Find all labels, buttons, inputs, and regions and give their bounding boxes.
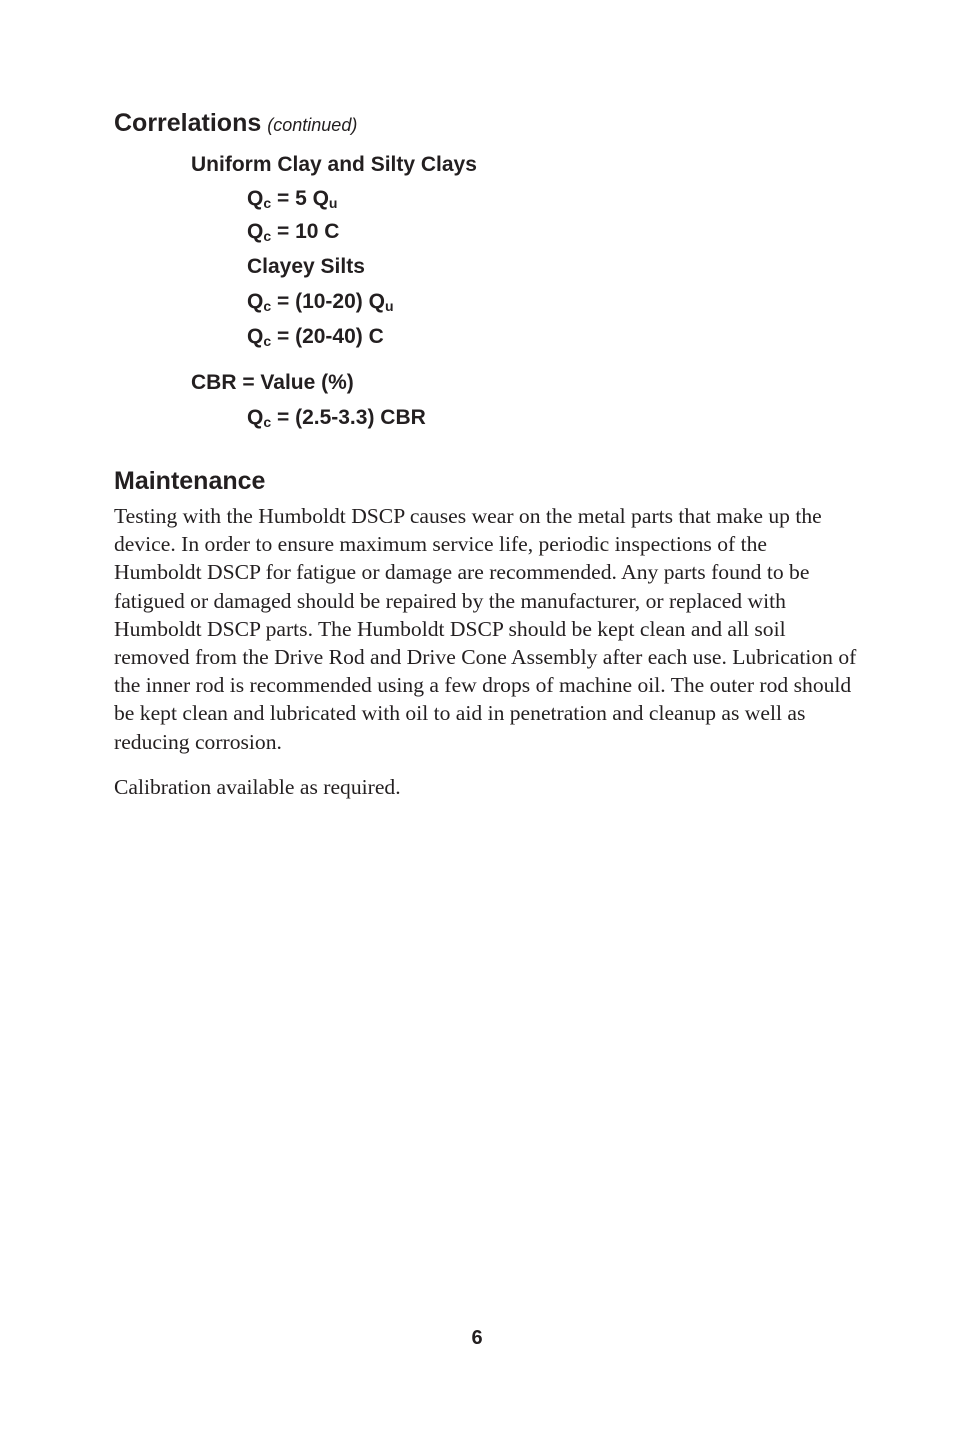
equation-qc-10c [247,219,339,245]
equation-lhs: Q [247,290,264,313]
equation-rhs: = (10-20) Q [271,290,385,313]
equation-rhs: = (20-40) C [271,325,384,348]
equation-lhs: Q [247,325,264,348]
equation-rhs: = 10 C [271,220,340,243]
uniform-clay-heading: Uniform Clay and Silty Clays [191,153,477,176]
clayey-silts-heading: Clayey Silts [247,255,365,278]
correlations-title: Correlations [114,109,262,137]
maintenance-paragraph: Testing with the Humboldt DSCP causes wear on the metal parts that make up the device. In order to ensure maximum service life, periodic inspections of the Humboldt DSCP for fatigue or damage are recommended. Any parts found to be fatigued or damaged should be repaired by the manufacturer, or replaced with Humboldt DSCP parts. The Humboldt DSCP should be kept clean and all soil removed from the Drive Rod and Drive Cone Assembly after each use. Lubrication of the inner rod is recommended using a few drops of machine oil. The outer rod should be kept clean and lubricated with oil to aid in penetration and cleanup as well as reducing corrosion. [114,504,857,754]
equation-lhs-subscript: c [263,228,272,244]
equation-lhs: Q [247,220,264,243]
equation-qc-20-40c [247,324,384,350]
equation-rhs: = (2.5-3.3) CBR [271,406,426,429]
cbr-heading: CBR = Value (%) [191,371,354,394]
page-number: 6 [471,1327,483,1349]
equation-rhs: = 5 Q [271,187,329,210]
correlations-heading [114,108,357,140]
equation-qc-cbr [247,405,426,431]
equation-lhs-subscript: c [263,414,272,430]
equation-lhs-subscript: c [263,333,272,349]
equation-qc-5qu [247,186,337,212]
calibration-paragraph: Calibration available as required. [114,775,401,799]
maintenance-heading: Maintenance [114,467,266,495]
equation-qc-10-20qu [247,289,394,315]
equation-lhs-subscript: c [263,298,272,314]
equation-lhs-subscript: c [263,195,272,211]
equation-lhs: Q [247,187,264,210]
equation-lhs: Q [247,406,264,429]
equation-rhs-subscript: u [328,195,338,211]
correlations-continued-note: (continued) [267,115,358,135]
equation-rhs-subscript: u [384,298,394,314]
